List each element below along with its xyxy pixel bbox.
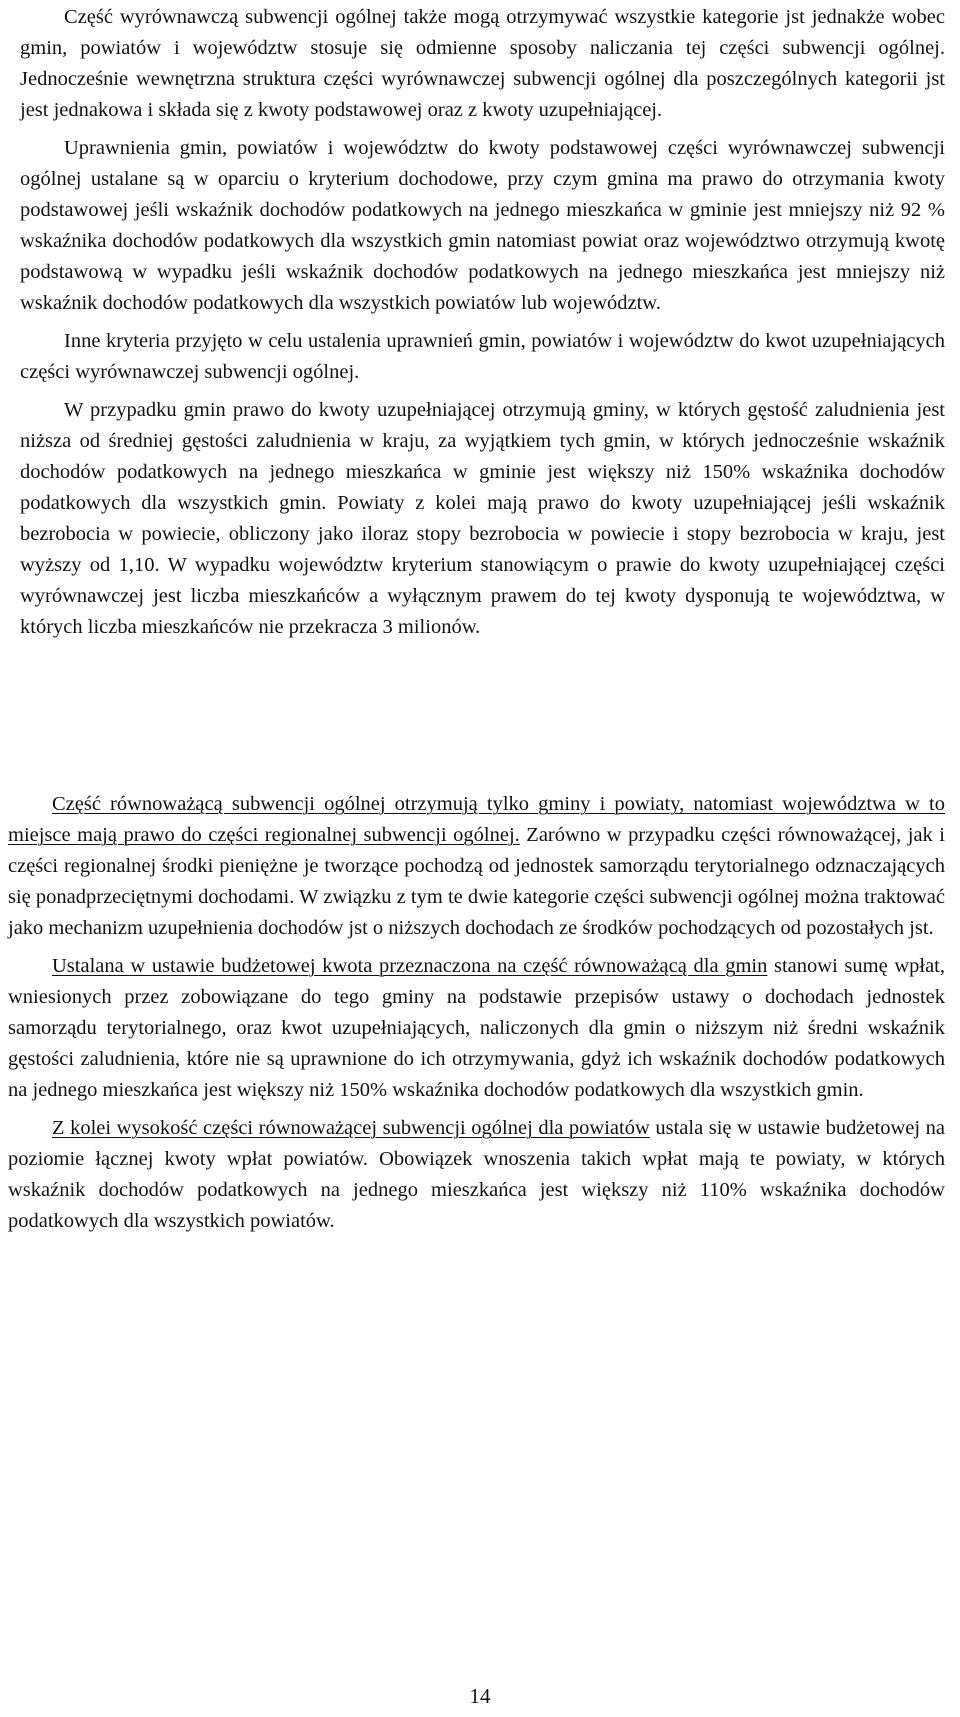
paragraph [8, 1113, 945, 1237]
underlined-lead-phrase: Z kolei wysokość części równoważącej subwencji ogólnej dla powiatów [52, 1117, 650, 1139]
underlined-lead-phrase: Ustalana w ustawie budżetowej kwota przeznaczona na część równoważącą dla gmin [52, 955, 768, 977]
paragraph: Część wyrównawczą subwencji ogólnej także mogą otrzymywać wszystkie kategorie jst jednakże wobec gmin, powiatów i województw stosuje się odmienne sposoby naliczania tej części subwencji ogólnej. Jednocześnie wewnętrzna struktura części wyrównawczej subwencji ogólnej dla poszczególnych kategorii jst jest jednakowa i składa się z kwoty podstawowej oraz z kwoty uzupełniającej. [20, 6, 945, 121]
paragraph: Inne kryteria przyjęto w celu ustalenia uprawnień gmin, powiatów i województw do kwot uzupełniających części wyrównawczej subwencji ogólnej. [20, 330, 945, 383]
underlined-lead-phrase: Część równoważącą subwencji ogólnej otrzymują tylko gminy i powiaty, natomiast województwa w to miejsce mają prawo do części regionalnej subwencji ogólnej. [8, 793, 945, 846]
text-section-lower [8, 789, 945, 1244]
paragraph: W przypadku gmin prawo do kwoty uzupełniającej otrzymują gminy, w których gęstość zaludnienia jest niższa od średniej gęstości zaludnienia w kraju, za wyjątkiem tych gmin, w których jednocześnie wskaźnik dochodów podatkowych na jednego mieszkańca w gminie jest większy niż 150% wskaźnika dochodów podatkowych dla wszystkich gmin. Powiaty z kolei mają prawo do kwoty uzupełniającej jeśli wskaźnik bezrobocia w powiecie, obliczony jako iloraz stopy bezrobocia w powiecie i stopy bezrobocia w kraju, jest wyższy od 1,10. W wypadku województw kryterium stanowiącym o prawie do kwoty uzupełniającej części wyrównawczej jest liczba mieszkańców a wyłącznym prawem do tej kwoty dysponują te województwa, w których liczba mieszkańców nie przekracza 3 milionów. [20, 399, 945, 638]
paragraph-body: ustala się w ustawie budżetowej na poziomie łącznej kwoty wpłat powiatów. Obowiązek wnoszenia takich wpłat mają te powiaty, w których wskaźnik dochodów podatkowych na jednego mieszkańca jest większy niż 110% wskaźnika dochodów podatkowych dla wszystkich powiatów. [8, 1117, 946, 1232]
paragraph [8, 789, 945, 944]
paragraph-body: stanowi sumę wpłat, wniesionych przez zobowiązane do tego gminy na podstawie przepisów ustawy o dochodach jednostek samorządu terytorialnego, oraz kwot uzupełniających, naliczonych dla gmin o niższym niż średni wskaźnik gęstości zaludnienia, które nie są uprawnione do ich otrzymywania, gdyż ich wskaźnik dochodów podatkowych na jednego mieszkańca jest większy niż 150% wskaźnika dochodów podatkowych dla wszystkich gmin. [8, 955, 946, 1101]
text-section-upper [20, 2, 945, 650]
paragraph [8, 951, 945, 1106]
paragraph-body: Zarówno w przypadku części równoważącej, jak i części regionalnej środki pieniężne je tworzące pochodzą od jednostek samorządu terytorialnego odznaczających się ponadprzeciętnymi dochodami. W związku z tym te dwie kategorie części subwencji ogólnej można traktować jako mechanizm uzupełnienia dochodów jst o niższych dochodach ze środków pochodzących od pozostałych jst. [8, 824, 945, 939]
page-number: 14 [469, 1684, 491, 1708]
paragraph: Uprawnienia gmin, powiatów i województw do kwoty podstawowej części wyrównawczej subwencji ogólnej ustalane są w oparciu o kryterium dochodowe, przy czym gmina ma prawo do otrzymania kwoty podstawowej jeśli wskaźnik dochodów podatkowych na jednego mieszkańca w gminie jest mniejszy niż 92 % wskaźnika dochodów podatkowych dla wszystkich gmin natomiast powiat oraz województwo otrzymują kwotę podstawową w wypadku jeśli wskaźnik dochodów podatkowych na jednego mieszkańca jest mniejszy niż wskaźnik dochodów podatkowych dla wszystkich powiatów lub województw. [20, 137, 945, 314]
